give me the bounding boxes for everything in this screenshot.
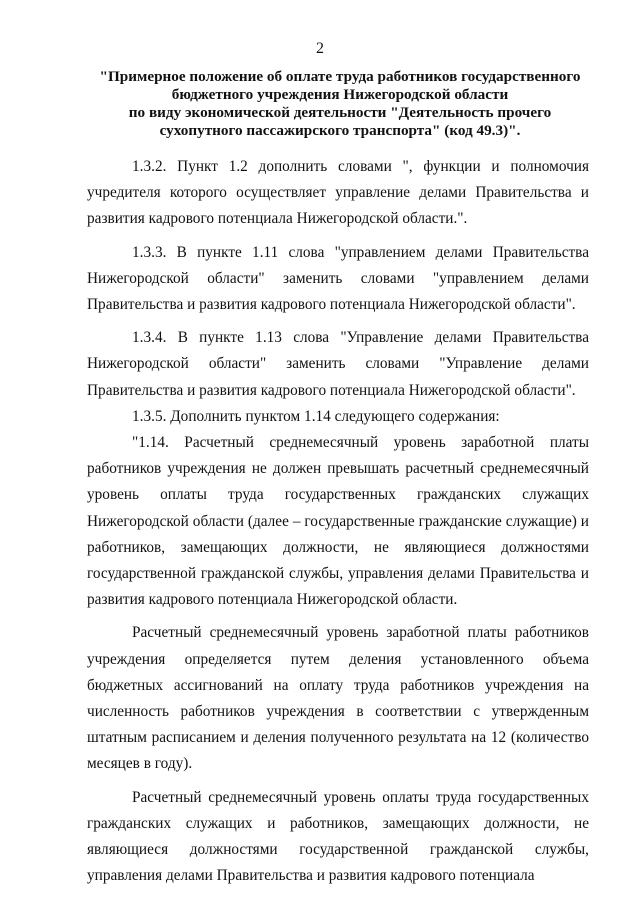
paragraph-civil-servants: Расчетный среднемесячный уровень оплаты труда государственных гражданских служащих и работников, замещающих должности, не являющиеся должностями государственной гражданской службы, управления делами Правительства и развития кадрового потенциала xyxy=(87,788,589,885)
title-line: сухопутного пассажирского транспорта" (код 49.3)". xyxy=(159,122,521,139)
document-body xyxy=(87,154,589,889)
paragraph-1-3-2: 1.3.2. Пункт 1.2 дополнить словами ", функции и полномочия учредителя которого осуществляет управление делами Правительства и развития кадрового потенциала Нижегородской области.". xyxy=(87,158,589,228)
title-line: "Примерное положение об оплате труда работников государственного xyxy=(99,68,581,85)
page-number: 2 xyxy=(316,40,324,57)
paragraph-1-14: "1.14. Расчетный среднемесячный уровень заработной платы работников учреждения не должен превышать расчетный среднемесячный уровень оплаты труда государственных гражданских служащих Нижегородской области (далее – государственные гражданские служащие) и работников, замещающих должности, не являющиеся должностями государственной гражданской службы, управления делами Правительства и развития кадрового потенциала Нижегородской области. xyxy=(87,434,589,609)
paragraph-calculation: Расчетный среднемесячный уровень заработной платы работников учреждения определяется путем деления установленного объема бюджетных ассигнований на оплату труда работников учреждения на численность работников учреждения в соответствии с утвержденным штатным расписанием и деления полученного результата на 12 (количество месяцев в году). xyxy=(87,624,589,773)
paragraph-1-3-5: 1.3.5. Дополнить пунктом 1.14 следующего содержания: xyxy=(132,407,500,425)
paragraph-1-3-3: 1.3.3. В пункте 1.11 слова "управлением делами Правительства Нижегородской области" заменить словами "управлением делами Правительства и развития кадрового потенциала Нижегородской области". xyxy=(87,243,589,314)
paragraph-1-3-4: 1.3.4. В пункте 1.13 слова "Управление делами Правительства Нижегородской области" заменить словами "Управление делами Правительства и развития кадрового потенциала Нижегородской области". xyxy=(87,329,589,399)
title-line: по виду экономической деятельности "Деятельность прочего xyxy=(128,104,552,121)
title-line: бюджетного учреждения Нижегородской области xyxy=(171,86,509,103)
document-title xyxy=(80,68,600,140)
